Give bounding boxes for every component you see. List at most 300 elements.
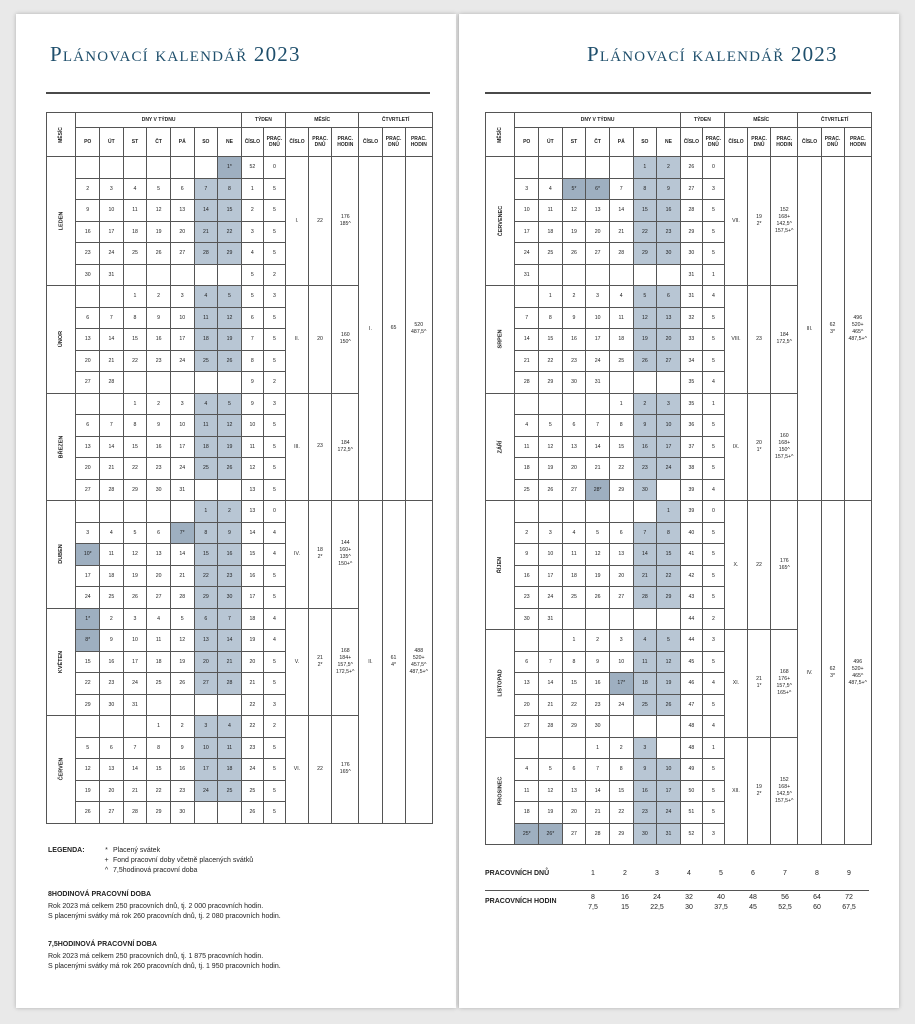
day-cell	[123, 264, 147, 286]
summary-days-value: 6	[751, 870, 755, 877]
week-workdays: 3	[702, 630, 724, 652]
week-workdays: 5	[702, 436, 724, 458]
day-cell: 20	[562, 458, 586, 480]
day-cell: 2	[170, 716, 194, 738]
day-cell: 17	[170, 329, 194, 351]
summary-days-value: 2	[623, 870, 627, 877]
day-cell: 30	[562, 372, 586, 394]
day-cell: 1	[633, 157, 657, 179]
summary-hours8-value: 72	[845, 894, 853, 901]
day-cell: 24	[609, 694, 633, 716]
day-cell: 22	[609, 458, 633, 480]
day-cell: 30	[657, 243, 681, 265]
day-cell: 28	[100, 479, 124, 501]
day-cell: 6	[609, 522, 633, 544]
day-cell: 20	[100, 780, 124, 802]
left-page	[16, 14, 456, 1008]
day-cell	[539, 157, 563, 179]
month-workdays: 23	[309, 393, 332, 501]
day-cell: 30	[100, 694, 124, 716]
day-cell	[657, 372, 681, 394]
day-cell: 10	[657, 759, 681, 781]
header-subcolumn: ČÍSLO	[359, 128, 382, 157]
day-cell: 13	[609, 544, 633, 566]
day-cell: 8	[657, 522, 681, 544]
summary-label-hours: PRACOVNÍCH HODIN	[485, 898, 557, 905]
day-cell: 7	[194, 178, 218, 200]
day-cell	[657, 608, 681, 630]
day-cell: 22	[539, 350, 563, 372]
day-cell: 21	[170, 565, 194, 587]
day-cell: 16	[100, 651, 124, 673]
day-cell: 2	[586, 630, 610, 652]
header-row	[486, 113, 872, 128]
day-cell: 11	[539, 200, 563, 222]
day-cell: 8	[609, 759, 633, 781]
day-cell: 12	[657, 651, 681, 673]
day-cell: 11	[515, 780, 539, 802]
header-subcolumn: PRAC. DNŮ	[702, 128, 724, 157]
day-cell: 1	[562, 630, 586, 652]
day-cell: 5	[218, 393, 242, 415]
day-cell	[170, 157, 194, 179]
day-cell: 8	[123, 307, 147, 329]
day-cell	[609, 608, 633, 630]
day-cell: 26	[562, 243, 586, 265]
legend	[48, 846, 253, 876]
day-cell: 27	[147, 587, 171, 609]
day-cell: 26	[170, 673, 194, 695]
day-cell: 31	[657, 823, 681, 845]
day-cell	[194, 694, 218, 716]
day-cell: 16	[633, 436, 657, 458]
legend-symbol: +	[104, 857, 109, 864]
week-workdays: 5	[702, 522, 724, 544]
month-workdays: 22	[748, 501, 771, 630]
day-cell: 8	[539, 307, 563, 329]
day-cell: 12	[218, 415, 242, 437]
day-cell: 6	[76, 307, 100, 329]
week-workdays: 5	[702, 565, 724, 587]
day-cell: 4	[147, 608, 171, 630]
week-workdays: 4	[702, 479, 724, 501]
week-number: 28	[680, 200, 702, 222]
day-cell: 5	[586, 522, 610, 544]
day-cell: 28	[586, 823, 610, 845]
day-cell: 14	[633, 544, 657, 566]
day-cell: 10	[194, 737, 218, 759]
day-cell: 29	[218, 243, 242, 265]
day-cell: 14	[123, 759, 147, 781]
day-cell	[170, 372, 194, 394]
day-cell: 10	[515, 200, 539, 222]
day-cell: 31	[539, 608, 563, 630]
day-cell: 9	[586, 651, 610, 673]
day-cell	[100, 286, 124, 308]
quarter-number: II.	[359, 501, 382, 824]
month-hours: 176 165^	[771, 501, 798, 630]
day-cell: 16	[586, 673, 610, 695]
day-cell: 23	[633, 458, 657, 480]
day-cell: 22	[123, 458, 147, 480]
day-cell: 27	[609, 587, 633, 609]
summary-days-value: 3	[655, 870, 659, 877]
day-cell: 12	[123, 544, 147, 566]
day-cell: 24	[170, 350, 194, 372]
day-cell: 26	[657, 694, 681, 716]
month-name	[486, 286, 515, 394]
day-cell: 16	[515, 565, 539, 587]
day-cell: 27	[170, 243, 194, 265]
summary-hours8-value: 48	[749, 894, 757, 901]
week-workdays: 2	[263, 372, 285, 394]
day-cell	[633, 264, 657, 286]
day-cell: 19	[170, 651, 194, 673]
header-subcolumn: PRAC. DNŮ	[821, 128, 844, 157]
day-cell: 5	[218, 286, 242, 308]
week-workdays: 5	[702, 329, 724, 351]
day-cell: 24	[515, 243, 539, 265]
summary-hours75-value: 67,5	[842, 904, 856, 911]
day-cell: 6	[562, 759, 586, 781]
header-day: NE	[657, 128, 681, 157]
month-workdays: 23	[748, 286, 771, 394]
day-cell: 12	[562, 200, 586, 222]
day-cell: 15	[609, 780, 633, 802]
day-cell: 25	[194, 458, 218, 480]
day-cell: 8*	[76, 630, 100, 652]
day-cell: 16	[562, 329, 586, 351]
day-cell: 12	[539, 780, 563, 802]
month-name-label: ČERVEN	[58, 757, 65, 781]
day-cell: 26	[147, 243, 171, 265]
day-cell: 16	[147, 329, 171, 351]
hours75-line: Rok 2023 má celkem 250 pracovních dnů, tj. 1 875 pracovních hodin.	[48, 953, 264, 960]
week-number: 26	[680, 157, 702, 179]
day-cell: 19	[218, 329, 242, 351]
week-number: 18	[241, 608, 263, 630]
day-cell: 28	[609, 243, 633, 265]
month-name	[486, 393, 515, 501]
day-cell: 3	[539, 522, 563, 544]
week-workdays: 5	[263, 221, 285, 243]
day-cell: 18	[123, 221, 147, 243]
summary-hours75-value: 45	[749, 904, 757, 911]
day-cell: 27	[657, 350, 681, 372]
header-mesic	[486, 113, 515, 157]
week-workdays: 5	[702, 802, 724, 824]
day-cell: 29	[562, 716, 586, 738]
day-cell: 8	[218, 178, 242, 200]
month-name	[486, 737, 515, 845]
week-workdays: 2	[263, 264, 285, 286]
week-number: 27	[680, 178, 702, 200]
day-cell: 5	[147, 178, 171, 200]
week-number: 52	[680, 823, 702, 845]
week-workdays: 4	[702, 716, 724, 738]
day-cell: 1	[539, 286, 563, 308]
day-cell: 14	[194, 200, 218, 222]
day-cell: 6	[170, 178, 194, 200]
week-workdays: 5	[263, 479, 285, 501]
week-number: 38	[680, 458, 702, 480]
table-row	[486, 157, 872, 179]
header-day: PO	[76, 128, 100, 157]
day-cell: 6	[515, 651, 539, 673]
day-cell: 9	[515, 544, 539, 566]
week-workdays: 5	[702, 759, 724, 781]
day-cell: 4	[609, 286, 633, 308]
day-cell: 23	[147, 458, 171, 480]
day-cell: 14	[100, 436, 124, 458]
page-title-right: Plánovací kalendář 2023	[587, 42, 838, 66]
day-cell: 25	[147, 673, 171, 695]
day-cell: 7	[586, 759, 610, 781]
day-cell: 30	[147, 479, 171, 501]
week-workdays: 1	[702, 737, 724, 759]
day-cell: 5	[123, 522, 147, 544]
day-cell	[218, 694, 242, 716]
day-cell: 17	[657, 780, 681, 802]
week-number: 13	[241, 479, 263, 501]
day-cell: 3	[123, 608, 147, 630]
day-cell: 17	[657, 436, 681, 458]
day-cell: 29	[609, 823, 633, 845]
quarter-number: IV.	[798, 501, 821, 845]
day-cell: 19	[586, 565, 610, 587]
week-workdays: 5	[263, 802, 285, 824]
day-cell: 2	[218, 501, 242, 523]
hours8-line: Rok 2023 má celkem 250 pracovních dnů, tj. 2 000 pracovních hodin.	[48, 903, 264, 910]
legend-symbol: ^	[104, 867, 109, 874]
week-number: 10	[241, 415, 263, 437]
day-cell: 14	[586, 780, 610, 802]
week-workdays: 0	[263, 157, 285, 179]
week-workdays: 5	[702, 651, 724, 673]
day-cell: 23	[100, 673, 124, 695]
day-cell: 23	[562, 350, 586, 372]
day-cell: 21	[539, 694, 563, 716]
day-cell: 31	[586, 372, 610, 394]
summary-label-days: PRACOVNÍCH DNŮ	[485, 870, 550, 877]
week-workdays: 2	[702, 608, 724, 630]
week-workdays: 3	[702, 178, 724, 200]
header-day: PO	[515, 128, 539, 157]
day-cell: 20	[147, 565, 171, 587]
day-cell: 1	[123, 286, 147, 308]
week-number: 44	[680, 630, 702, 652]
header-day: ČT	[147, 128, 171, 157]
month-number: II.	[285, 286, 308, 394]
day-cell: 12	[170, 630, 194, 652]
month-workdays: 20 1*	[748, 393, 771, 501]
week-workdays: 5	[702, 415, 724, 437]
day-cell	[562, 393, 586, 415]
week-number: 24	[241, 759, 263, 781]
day-cell: 15	[194, 544, 218, 566]
day-cell	[194, 264, 218, 286]
day-cell: 10	[609, 651, 633, 673]
day-cell: 21	[586, 458, 610, 480]
day-cell	[657, 716, 681, 738]
month-name-label: ZÁŘÍ	[497, 440, 504, 454]
day-cell: 15	[539, 329, 563, 351]
header-subcolumn: PRAC. HODIN	[405, 128, 432, 157]
day-cell: 2	[657, 157, 681, 179]
week-number: 12	[241, 458, 263, 480]
summary-days-value: 4	[687, 870, 691, 877]
day-cell: 18	[633, 673, 657, 695]
day-cell	[609, 264, 633, 286]
week-workdays: 5	[702, 780, 724, 802]
header-row	[486, 128, 872, 157]
day-cell: 7	[123, 737, 147, 759]
legend-text: Placený svátek	[113, 847, 161, 854]
day-cell: 18	[147, 651, 171, 673]
week-workdays: 0	[263, 501, 285, 523]
week-number: 31	[680, 264, 702, 286]
summary-hours75-value: 60	[813, 904, 821, 911]
day-cell	[76, 157, 100, 179]
week-workdays: 3	[263, 286, 285, 308]
day-cell	[609, 716, 633, 738]
day-cell: 21	[218, 651, 242, 673]
day-cell: 16	[76, 221, 100, 243]
week-workdays: 4	[702, 286, 724, 308]
week-number: 9	[241, 393, 263, 415]
week-workdays: 5	[263, 329, 285, 351]
day-cell	[539, 264, 563, 286]
day-cell: 17	[170, 436, 194, 458]
day-cell: 31	[515, 264, 539, 286]
week-number: 47	[680, 694, 702, 716]
header-day: SO	[194, 128, 218, 157]
day-cell: 22	[76, 673, 100, 695]
day-cell: 10*	[76, 544, 100, 566]
day-cell: 9	[100, 630, 124, 652]
day-cell: 26	[218, 350, 242, 372]
day-cell: 6*	[586, 178, 610, 200]
day-cell: 20	[562, 802, 586, 824]
month-workdays: 18 2*	[309, 501, 332, 609]
day-cell: 30	[633, 479, 657, 501]
day-cell: 17	[586, 329, 610, 351]
day-cell: 7*	[170, 522, 194, 544]
day-cell: 4	[633, 630, 657, 652]
day-cell: 4	[562, 522, 586, 544]
day-cell: 19	[147, 221, 171, 243]
summary-hours8-value: 32	[685, 894, 693, 901]
day-cell: 2	[633, 393, 657, 415]
day-cell: 27	[562, 479, 586, 501]
day-cell: 16	[218, 544, 242, 566]
month-hours: 144 160+ 135^ 150+^	[332, 501, 359, 609]
day-cell	[76, 393, 100, 415]
week-workdays: 5	[263, 178, 285, 200]
week-number: 39	[680, 501, 702, 523]
day-cell: 24	[657, 802, 681, 824]
day-cell: 15	[218, 200, 242, 222]
day-cell: 26	[633, 350, 657, 372]
day-cell	[515, 286, 539, 308]
day-cell	[586, 501, 610, 523]
day-cell: 22	[194, 565, 218, 587]
header-days-of-week: DNY V TÝDNU	[76, 113, 241, 128]
day-cell: 18	[515, 458, 539, 480]
day-cell: 22	[633, 221, 657, 243]
day-cell	[562, 264, 586, 286]
week-number: 26	[241, 802, 263, 824]
day-cell: 28	[633, 587, 657, 609]
day-cell: 2	[147, 393, 171, 415]
day-cell	[515, 501, 539, 523]
week-number: 48	[680, 737, 702, 759]
week-number: 16	[241, 565, 263, 587]
day-cell	[76, 716, 100, 738]
day-cell: 20	[515, 694, 539, 716]
day-cell: 22	[147, 780, 171, 802]
day-cell	[218, 372, 242, 394]
summary-hours75-value: 22,5	[650, 904, 664, 911]
day-cell: 9	[633, 759, 657, 781]
day-cell: 1	[194, 501, 218, 523]
day-cell: 4	[100, 522, 124, 544]
day-cell: 9	[147, 307, 171, 329]
week-workdays: 5	[263, 565, 285, 587]
month-number: V.	[285, 608, 308, 716]
week-number: 17	[241, 587, 263, 609]
day-cell	[170, 694, 194, 716]
week-number: 25	[241, 780, 263, 802]
header-month: MĚSÍC	[285, 113, 359, 128]
header-day: PÁ	[170, 128, 194, 157]
day-cell: 3	[76, 522, 100, 544]
day-cell: 28	[170, 587, 194, 609]
week-number: 42	[680, 565, 702, 587]
month-number: X.	[724, 501, 747, 630]
day-cell	[609, 501, 633, 523]
day-cell	[123, 157, 147, 179]
week-number: 46	[680, 673, 702, 695]
header-subcolumn: ČÍSLO	[241, 128, 263, 157]
day-cell: 15	[657, 544, 681, 566]
summary-hours75-value: 7,5	[588, 904, 598, 911]
day-cell: 15	[562, 673, 586, 695]
quarter-hours: 496 520+ 465^ 487,5+^	[844, 157, 871, 501]
day-cell: 22	[218, 221, 242, 243]
week-number: 50	[680, 780, 702, 802]
day-cell: 13	[562, 436, 586, 458]
day-cell: 14	[515, 329, 539, 351]
header-subcolumn: ČÍSLO	[285, 128, 308, 157]
day-cell: 21	[194, 221, 218, 243]
day-cell: 5	[657, 630, 681, 652]
day-cell: 15	[633, 200, 657, 222]
header-subcolumn: PRAC. DNŮ	[748, 128, 771, 157]
summary-hours75-value: 30	[685, 904, 693, 911]
header-subcolumn: PRAC. DNŮ	[263, 128, 285, 157]
header-subcolumn: ČÍSLO	[680, 128, 702, 157]
day-cell: 20	[657, 329, 681, 351]
day-cell: 28	[539, 716, 563, 738]
day-cell	[147, 264, 171, 286]
day-cell: 4	[218, 716, 242, 738]
summary-days-value: 7	[783, 870, 787, 877]
day-cell: 26	[218, 458, 242, 480]
day-cell: 13	[194, 630, 218, 652]
header-week: TÝDEN	[241, 113, 285, 128]
week-number: 35	[680, 372, 702, 394]
